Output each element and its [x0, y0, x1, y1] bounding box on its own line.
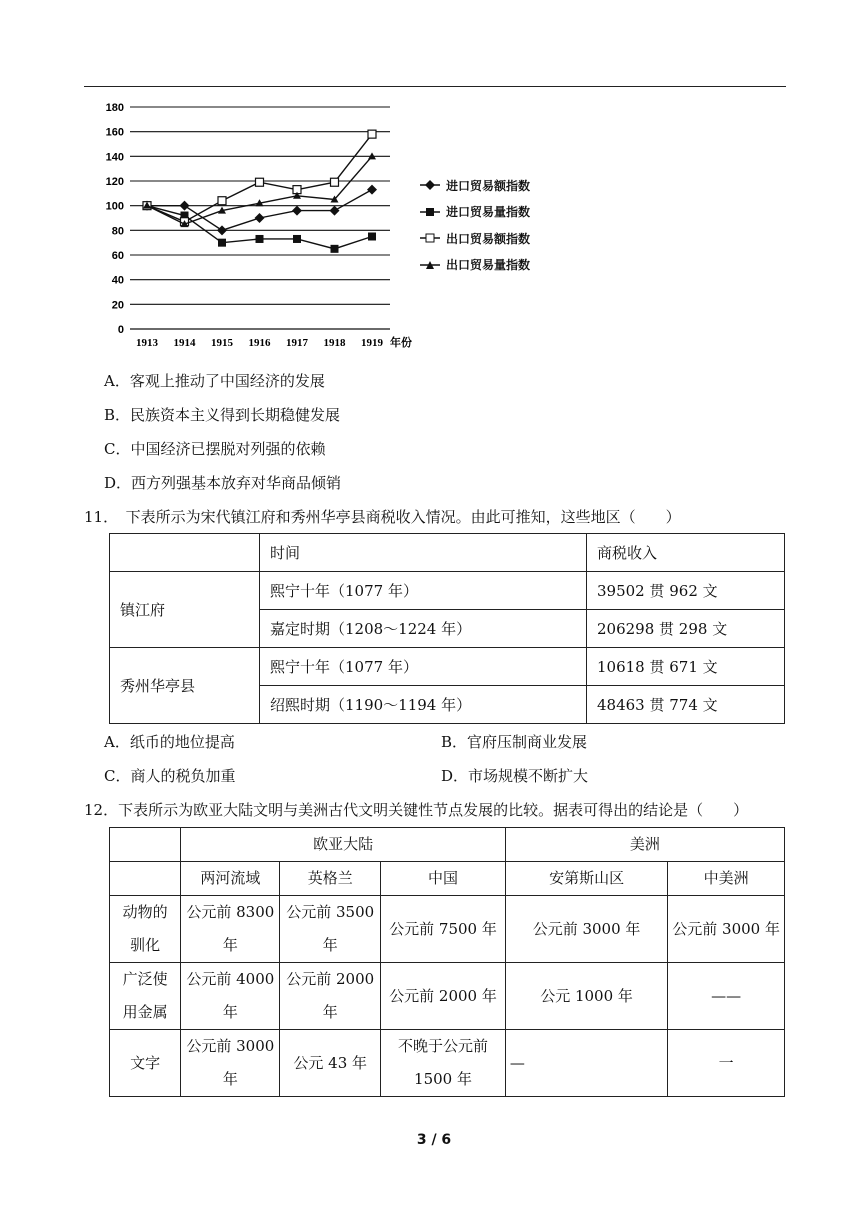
table-header-tax: 商税收入: [587, 534, 785, 572]
data-point-square: [218, 239, 226, 247]
cell-line: 公元前 2000: [286, 970, 375, 988]
table-row: [110, 572, 785, 610]
cell-line: 1500 年: [414, 1070, 472, 1088]
q10-option-d: D．西方列强基本放弃对华商品倾销: [104, 474, 342, 492]
data-point-open-square: [218, 197, 226, 205]
y-tick-label: 180: [105, 102, 124, 114]
trade-index-chart: [100, 96, 430, 352]
table-cell: 206298 贯 298 文: [587, 610, 785, 648]
y-tick-label: 160: [105, 126, 124, 139]
cell-line: 公元 1000 年: [540, 986, 633, 1005]
table-row: [110, 828, 785, 862]
legend-square-icon: [418, 206, 442, 218]
data-point-diamond: [255, 213, 265, 223]
x-tick-label: 1917: [286, 337, 308, 349]
y-tick-label: 40: [111, 274, 124, 287]
q11-option-c: C．商人的税负加重: [104, 767, 236, 785]
legend-label: 出口贸易量指数: [446, 258, 531, 273]
table-cell: [280, 896, 381, 963]
table-row: [110, 1030, 785, 1097]
data-point-square: [331, 245, 339, 253]
x-tick-label: 1915: [211, 337, 233, 349]
row-label: [110, 896, 181, 963]
table-cell: 熙宁十年（1077 年）: [260, 572, 587, 610]
cell-line: 年: [322, 1003, 338, 1021]
table-cell: [110, 534, 260, 572]
col-header: 中美洲: [668, 862, 785, 896]
table-cell: [668, 896, 785, 963]
table-cell: [181, 896, 280, 963]
cell-line: 年: [222, 1003, 238, 1021]
y-tick-label: 60: [111, 250, 124, 262]
x-tick-label: 1913: [136, 337, 158, 349]
legend-entry: [418, 252, 530, 279]
page-number: 3 / 6: [416, 1132, 452, 1148]
data-point-diamond: [367, 185, 377, 195]
q11-stem: 11． 下表所示为宋代镇江府和秀州华亭县商税收入情况。由此可推知，这些地区（ ）: [84, 508, 681, 526]
y-tick-label: 100: [105, 200, 124, 213]
legend-label: 进口贸易额指数: [446, 178, 531, 193]
q10-option-c: C．中国经济已摆脱对列强的依赖: [104, 440, 326, 458]
row-label-line: 驯化: [130, 936, 161, 954]
table-cell: [381, 963, 506, 1030]
y-tick-label: 20: [111, 299, 124, 312]
cell-line: 年: [222, 1070, 238, 1088]
y-tick-label: 140: [105, 151, 124, 164]
table-row: [110, 534, 785, 572]
table-cell: [505, 896, 667, 963]
row-label: [110, 963, 181, 1030]
data-point-square: [368, 233, 376, 241]
col-header: 安第斯山区: [505, 862, 667, 896]
x-tick-label: 1916: [248, 337, 271, 349]
group-eurasia: 欧亚大陆: [181, 828, 505, 862]
col-header: 英格兰: [280, 862, 381, 896]
cell-line: 一: [718, 1053, 734, 1072]
data-point-open-square: [368, 130, 376, 138]
data-point-open-square: [256, 178, 264, 186]
region-huating: 秀州华亭县: [110, 648, 260, 724]
cell-line: 公元前 7500 年: [389, 919, 497, 938]
row-label: [110, 1030, 181, 1097]
y-tick-label: 120: [105, 176, 124, 188]
table-cell: [280, 1030, 381, 1097]
col-header: 两河流域: [181, 862, 280, 896]
table-cell: [505, 963, 667, 1030]
cell-line: 年: [222, 936, 238, 954]
table-row: [110, 648, 785, 686]
cell-line: 公元 43 年: [293, 1053, 368, 1072]
table-cell: 48463 贯 774 文: [587, 686, 785, 724]
q12-table: [109, 827, 785, 1097]
table-row: [110, 862, 785, 896]
q12-stem: 12．下表所示为欧亚大陆文明与美洲古代文明关键性节点发展的比较。据表可得出的结论是（ ）: [84, 801, 749, 819]
data-point-square: [256, 235, 264, 243]
data-point-open-square: [331, 178, 339, 186]
y-tick-label: 80: [111, 225, 124, 238]
group-americas: 美洲: [505, 828, 784, 862]
legend-label: 进口贸易量指数: [446, 205, 531, 220]
row-label-line: 广泛使: [122, 970, 168, 988]
table-header-time: 时间: [260, 534, 587, 572]
table-cell: [181, 1030, 280, 1097]
x-tick-label: 1919: [361, 337, 383, 349]
header-rule: [84, 86, 786, 87]
col-header: 中国: [381, 862, 506, 896]
row-label-line: 用金属: [122, 1003, 168, 1021]
x-tick-label: 1914: [173, 337, 196, 349]
q11-option-b: B．官府压制商业发展: [441, 733, 588, 751]
q11-option-a: A．纸币的地位提高: [104, 733, 235, 751]
cell-line: 公元前 3000 年: [672, 919, 780, 938]
legend-entry: [418, 172, 530, 199]
table-cell: [181, 963, 280, 1030]
cell-line: 公元前 3000: [186, 1037, 275, 1055]
table-cell: [381, 1030, 506, 1097]
data-point-diamond: [180, 201, 190, 211]
table-cell: [668, 963, 785, 1030]
legend-label: 出口贸易额指数: [446, 231, 531, 246]
cell-line: ——: [711, 986, 742, 1005]
table-cell: [280, 963, 381, 1030]
legend-entry: [418, 199, 530, 226]
table-cell: 39502 贯 962 文: [587, 572, 785, 610]
legend-open-square-icon: [418, 232, 442, 244]
table-cell: [110, 828, 181, 862]
cell-line: 公元前 4000: [186, 970, 275, 988]
region-zhenjiang: 镇江府: [110, 572, 260, 648]
table-row: [110, 963, 785, 1030]
q11-table: [109, 533, 785, 724]
cell-line: 公元前 2000 年: [389, 986, 497, 1005]
cell-line: 公元前 3000 年: [532, 919, 641, 938]
chart-legend: [418, 172, 530, 278]
y-tick-label: 0: [117, 324, 124, 336]
table-row: [110, 896, 785, 963]
table-cell: [668, 1030, 785, 1097]
cell-line: —: [509, 1053, 525, 1072]
q10-option-a: A．客观上推动了中国经济的发展: [104, 372, 325, 390]
table-cell: 熙宁十年（1077 年）: [260, 648, 587, 686]
data-point-diamond: [217, 225, 227, 235]
legend-entry: [418, 225, 530, 252]
row-label-line: 文字: [130, 1053, 161, 1072]
table-cell: 绍熙时期（1190～1194 年）: [260, 686, 587, 724]
x-tick-label: 1918: [323, 337, 346, 349]
data-point-square: [293, 235, 301, 243]
table-cell: 嘉定时期（1208～1224 年）: [260, 610, 587, 648]
table-cell: [381, 896, 506, 963]
legend-diamond-icon: [418, 179, 442, 191]
cell-line: 年: [322, 936, 338, 954]
table-cell: [110, 862, 181, 896]
row-label-line: 动物的: [122, 903, 168, 921]
q11-option-d: D．市场规模不断扩大: [441, 767, 589, 785]
cell-line: 公元前 3500: [286, 903, 375, 921]
data-point-diamond: [330, 206, 340, 216]
table-cell: 10618 贯 671 文: [587, 648, 785, 686]
x-axis-unit: 年份: [390, 336, 412, 349]
table-cell: [505, 1030, 667, 1097]
q12-table-body: [110, 896, 785, 1097]
cell-line: 公元前 8300: [186, 903, 275, 921]
q10-option-b: B．民族资本主义得到长期稳健发展: [104, 406, 341, 424]
cell-line: 不晚于公元前: [398, 1037, 489, 1055]
legend-triangle-icon: [418, 259, 442, 271]
data-point-diamond: [292, 206, 302, 216]
